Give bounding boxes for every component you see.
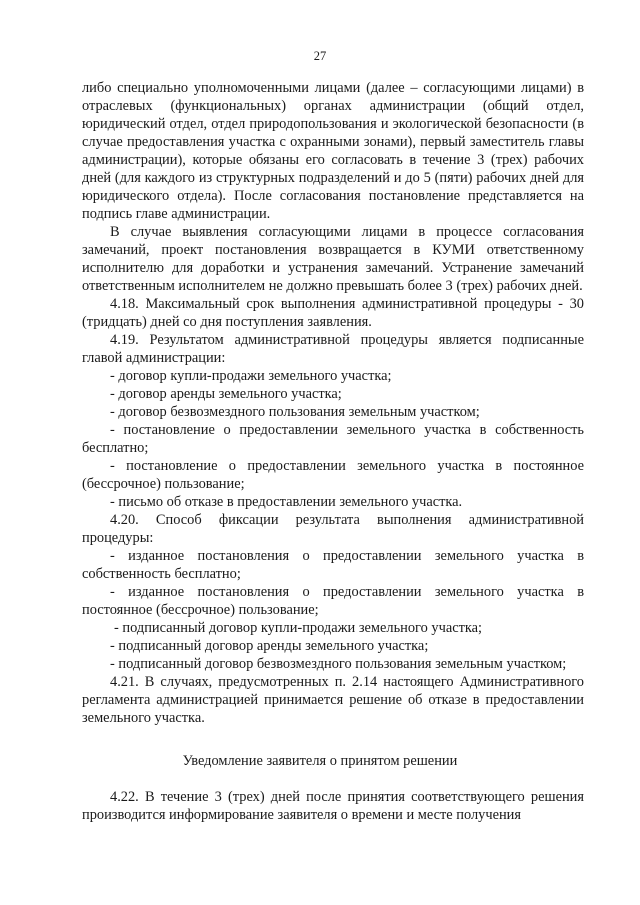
paragraph-remarks: В случае выявления согласующими лицами в процессе согласования замечаний, проект постановления возвращается в КУМИ ответственному исполнителю для доработки и устранения замечаний. Устранение замечаний ответственным исполнителем не должно превышать более 3 (трех) рабочих дней.: [82, 224, 584, 294]
list-item-signed-free-use-contract: - подписанный договор безвозмездного пользования земельным участком;: [110, 656, 567, 672]
list-item-signed-sale-contract: - подписанный договор купли-продажи земельного участка;: [114, 620, 483, 636]
list-item-lease-contract: - договор аренды земельного участка;: [110, 386, 342, 402]
list-item-free-use-contract: - договор безвозмездного пользования земельным участком;: [110, 404, 480, 420]
paragraph-4-21: 4.21. В случаях, предусмотренных п. 2.14 настоящего Административного регламента администрацией принимается решение об отказе в предоставлении земельного участка.: [82, 674, 584, 726]
page-number: 27: [313, 49, 327, 63]
list-item-resolution-permanent-use: - постановление о предоставлении земельного участка в постоянное (бессрочное) пользование;: [82, 458, 584, 492]
list-item-issued-resolution-permanent-use: - изданное постановления о предоставлении земельного участка в постоянное (бессрочное) пользование;: [82, 584, 584, 618]
list-item-sale-contract: - договор купли-продажи земельного участка;: [110, 368, 392, 384]
paragraph-4-22: 4.22. В течение 3 (трех) дней после принятия соответствующего решения производится информирование заявителя о времени и месте получения: [82, 789, 584, 823]
document-body: [82, 79, 584, 727]
paragraph-4-19: 4.19. Результатом административной процедуры является подписанные главой администрации:: [82, 332, 584, 366]
document-tail: [82, 788, 584, 824]
list-item-issued-resolution-ownership: - изданное постановления о предоставлении земельного участка в собственность бесплатно;: [82, 548, 584, 582]
paragraph-4-18: 4.18. Максимальный срок выполнения административной процедуры - 30 (тридцать) дней со дня поступления заявления.: [82, 296, 584, 330]
list-item-resolution-ownership: - постановление о предоставлении земельного участка в собственность бесплатно;: [82, 422, 584, 456]
paragraph-4-20: 4.20. Способ фиксации результата выполнения административной процедуры:: [82, 512, 584, 546]
list-item-refusal-letter: - письмо об отказе в предоставлении земельного участка.: [110, 494, 463, 510]
section-heading: Уведомление заявителя о принятом решении: [182, 753, 458, 769]
list-item-signed-lease-contract: - подписанный договор аренды земельного участка;: [110, 638, 429, 654]
paragraph-approval-continuation: либо специально уполномоченными лицами (далее – согласующими лицами) в отраслевых (функциональных) органах администрации (общий отдел, юридический отдел, отдел природопользования и экологической безопасности (в случае предоставления участка с охранными зонами), первый заместитель главы администрации), которые обязаны его согласовать в течение 3 (трех) рабочих дней (для каждого из структурных подразделений и до 5 (пяти) рабочих дней для юридического отдела). После согласования постановление представляется на подпись главе администрации.: [82, 80, 584, 222]
